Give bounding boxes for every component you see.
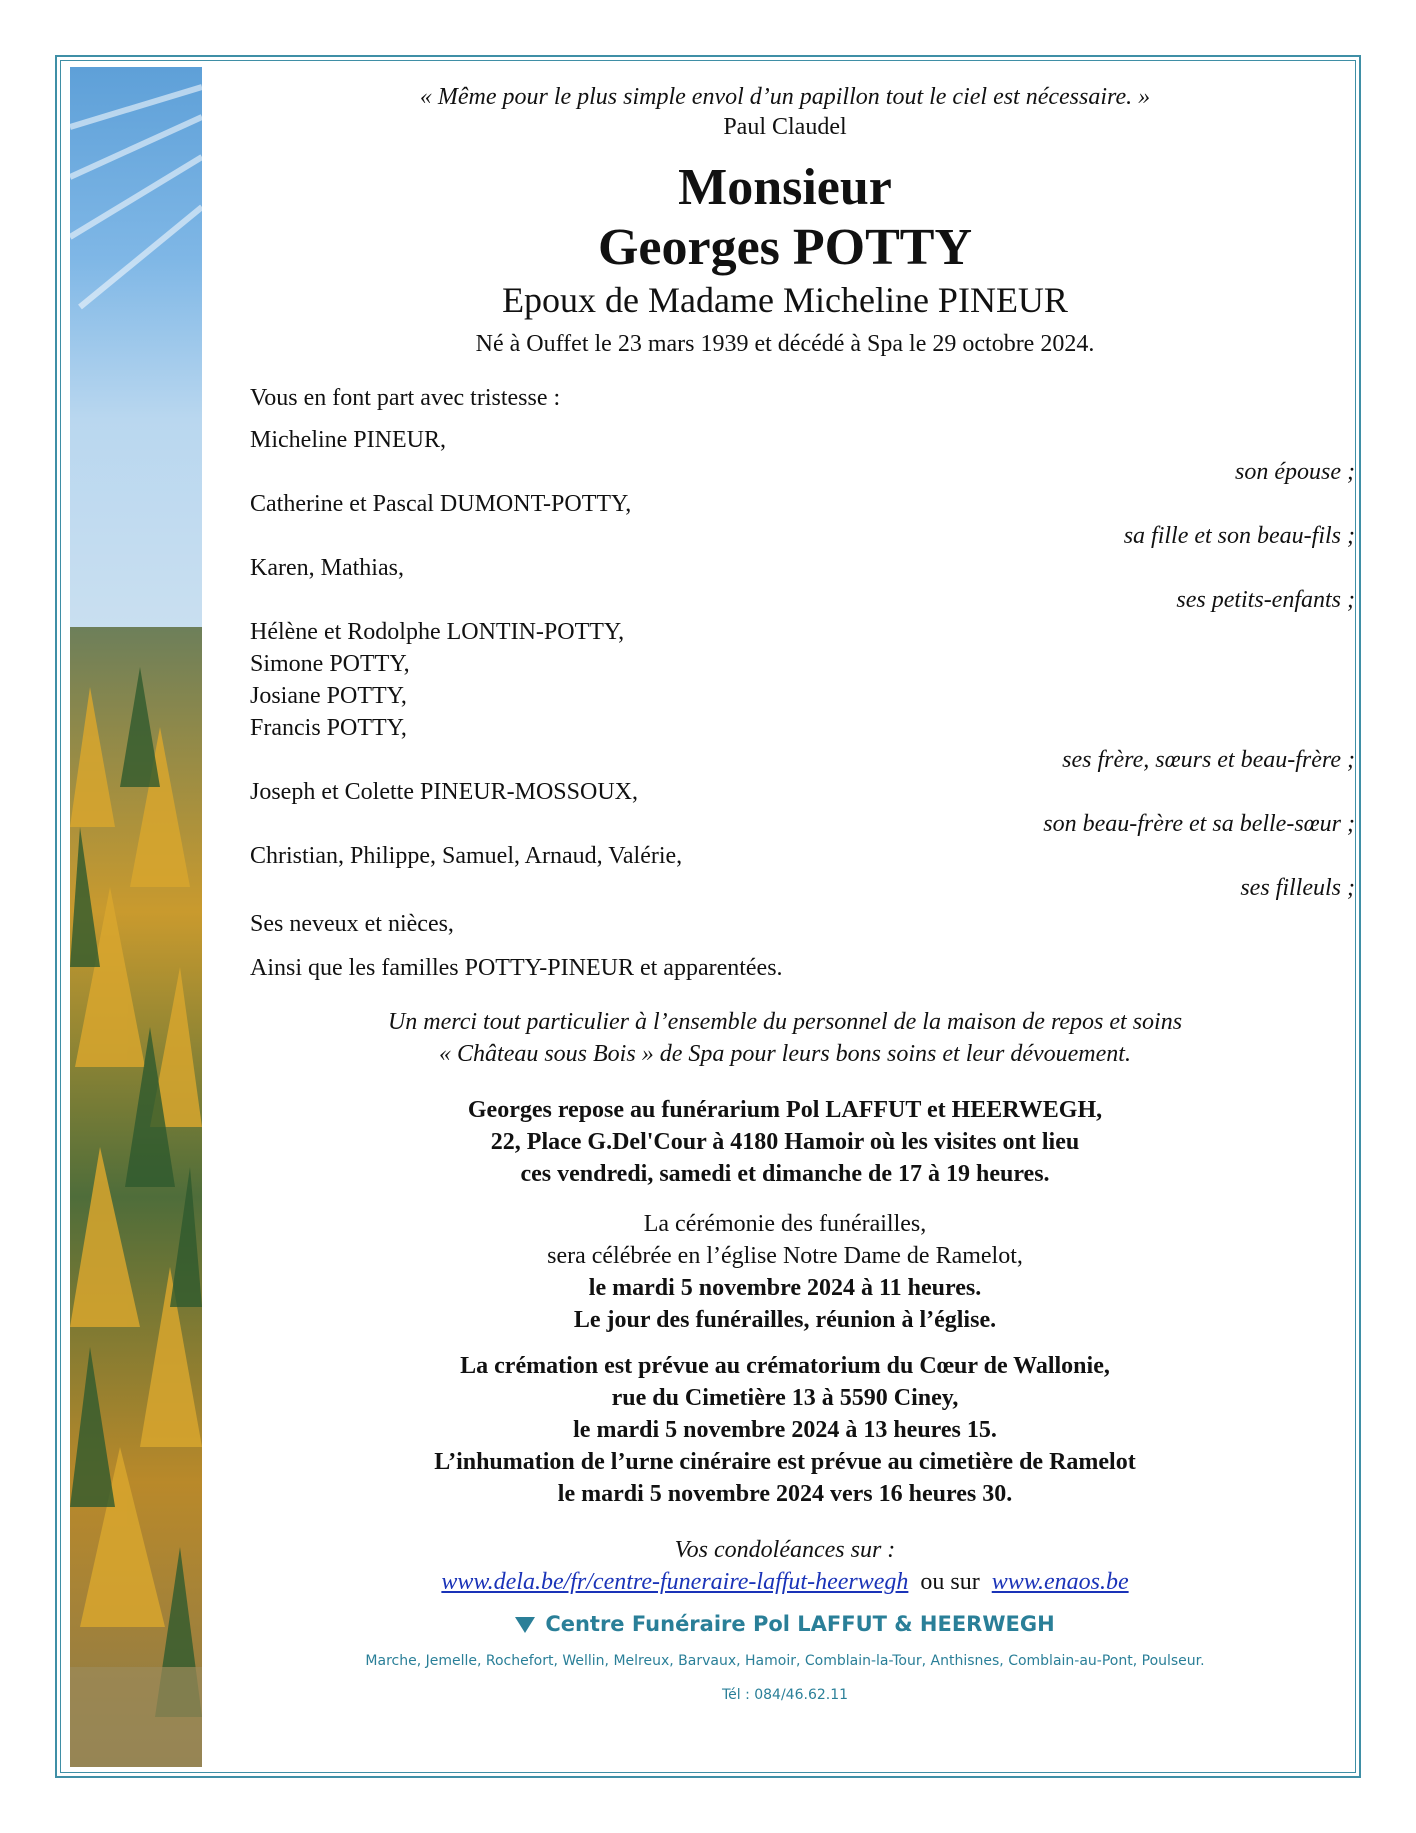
family-name: Catherine et Pascal DUMONT-POTTY, (250, 491, 632, 517)
side-landscape-image (70, 67, 202, 1767)
footer-title (220, 1608, 1350, 1640)
family-group (250, 616, 1355, 776)
condolences-links (220, 1566, 1350, 1598)
visit-line-1: Georges repose au funérarium Pol LAFFUT et HEERWEGH, (467, 1097, 1103, 1123)
dela-link[interactable]: www.dela.be/fr/centre-funeraire-laffut-heerwegh (441, 1569, 909, 1595)
family-name: Simone POTTY, (250, 651, 410, 677)
family-name: Joseph et Colette PINEUR-MOSSOUX, (250, 779, 638, 805)
family-relation: sa fille et son beau-fils ; (1123, 523, 1355, 549)
enaos-link[interactable]: www.enaos.be (991, 1569, 1129, 1595)
notice-content (220, 82, 1355, 1706)
deceased-header (220, 158, 1350, 360)
family-name: Josiane POTTY, (250, 683, 407, 709)
footer-phone: Tél : 084/46.62.11 (721, 1687, 849, 1703)
epigraph-author: Paul Claudel (723, 114, 847, 140)
family-relation: ses filleuls ; (1240, 875, 1355, 901)
footer-company-name: Centre Funéraire Pol LAFFUT & HEERWEGH (545, 1612, 1055, 1636)
nephews-line: Ses neveux et nièces, (250, 911, 454, 937)
family-name: Karen, Mathias, (250, 555, 404, 581)
cremation-line-4: L’inhumation de l’urne cinéraire est prévue au cimetière de Ramelot (434, 1449, 1136, 1475)
visit-line-2: 22, Place G.Del'Cour à 4180 Hamoir où les visites ont lieu (490, 1129, 1080, 1155)
family-name: Micheline PINEUR, (250, 427, 446, 453)
ceremony-text (220, 1208, 1350, 1336)
ceremony-block (220, 1208, 1350, 1336)
thanks-text (220, 1006, 1350, 1070)
family-name: Hélène et Rodolphe LONTIN-POTTY, (250, 619, 625, 645)
ceremony-line-3: le mardi 5 novembre 2024 à 11 heures. (588, 1275, 982, 1301)
ceremony-line-2: sera célébrée en l’église Notre Dame de Ramelot, (547, 1243, 1023, 1269)
deceased-name: Georges POTTY (597, 219, 973, 276)
families-line: Ainsi que les familles POTTY-PINEUR et apparentées. (250, 955, 783, 981)
cremation-block (220, 1350, 1350, 1510)
visit-text (220, 1094, 1350, 1190)
condolences-label: Vos condoléances sur : (674, 1537, 896, 1563)
epigraph (220, 82, 1350, 142)
cremation-line-2: rue du Cimetière 13 à 5590 Ciney, (611, 1385, 959, 1411)
footer-towns: Marche, Jemelle, Rochefort, Wellin, Melreux, Barvaux, Hamoir, Comblain-la-Tour, Anthisnes, Comblain-au-Pont, Poulseur. (365, 1653, 1205, 1669)
visit-block (220, 1094, 1350, 1190)
cremation-line-5: le mardi 5 novembre 2024 vers 16 heures 30. (557, 1481, 1013, 1507)
deceased-spouse: Epoux de Madame Micheline PINEUR (502, 280, 1068, 320)
family-relation: son beau-frère et sa belle-sœur ; (1043, 811, 1355, 837)
cremation-text (220, 1350, 1350, 1510)
family-list (250, 424, 1355, 984)
ceremony-line-4: Le jour des funérailles, réunion à l’église. (573, 1307, 997, 1333)
epigraph-quote: « Même pour le plus simple envol d’un papillon tout le ciel est nécessaire. » (419, 84, 1151, 110)
thanks-line-1: Un merci tout particulier à l’ensemble du personnel de la maison de repos et soins (387, 1009, 1183, 1035)
ceremony-line-1: La cérémonie des funérailles, (643, 1211, 927, 1237)
family-group (250, 840, 1355, 904)
family-group (250, 424, 1355, 488)
link-separator: ou sur (920, 1569, 980, 1595)
family-relation: son épouse ; (1235, 459, 1355, 485)
triangle-down-icon (515, 1617, 535, 1633)
condolences-block (220, 1534, 1350, 1598)
cremation-line-1: La crémation est prévue au crématorium du Cœur de Wallonie, (460, 1353, 1110, 1379)
footer (220, 1608, 1350, 1706)
visit-line-3: ces vendredi, samedi et dimanche de 17 à 19 heures. (520, 1161, 1050, 1187)
family-relation: ses petits-enfants ; (1176, 587, 1355, 613)
thanks-line-2: « Château sous Bois » de Spa pour leurs bons soins et leur dévouement. (439, 1041, 1131, 1067)
family-name: Francis POTTY, (250, 715, 407, 741)
family-group (250, 552, 1355, 616)
birth-death-line: Né à Ouffet le 23 mars 1939 et décédé à Spa le 29 octobre 2024. (475, 331, 1095, 357)
thanks-block (220, 1006, 1350, 1070)
family-name: Christian, Philippe, Samuel, Arnaud, Valérie, (250, 843, 683, 869)
family-group (250, 488, 1355, 552)
announcement: Vous en font part avec tristesse : (250, 385, 561, 411)
family-group (250, 776, 1355, 840)
cremation-line-3: le mardi 5 novembre 2024 à 13 heures 15. (573, 1417, 997, 1443)
deceased-title: Monsieur (678, 159, 892, 216)
family-relation: ses frère, sœurs et beau-frère ; (1062, 747, 1355, 773)
